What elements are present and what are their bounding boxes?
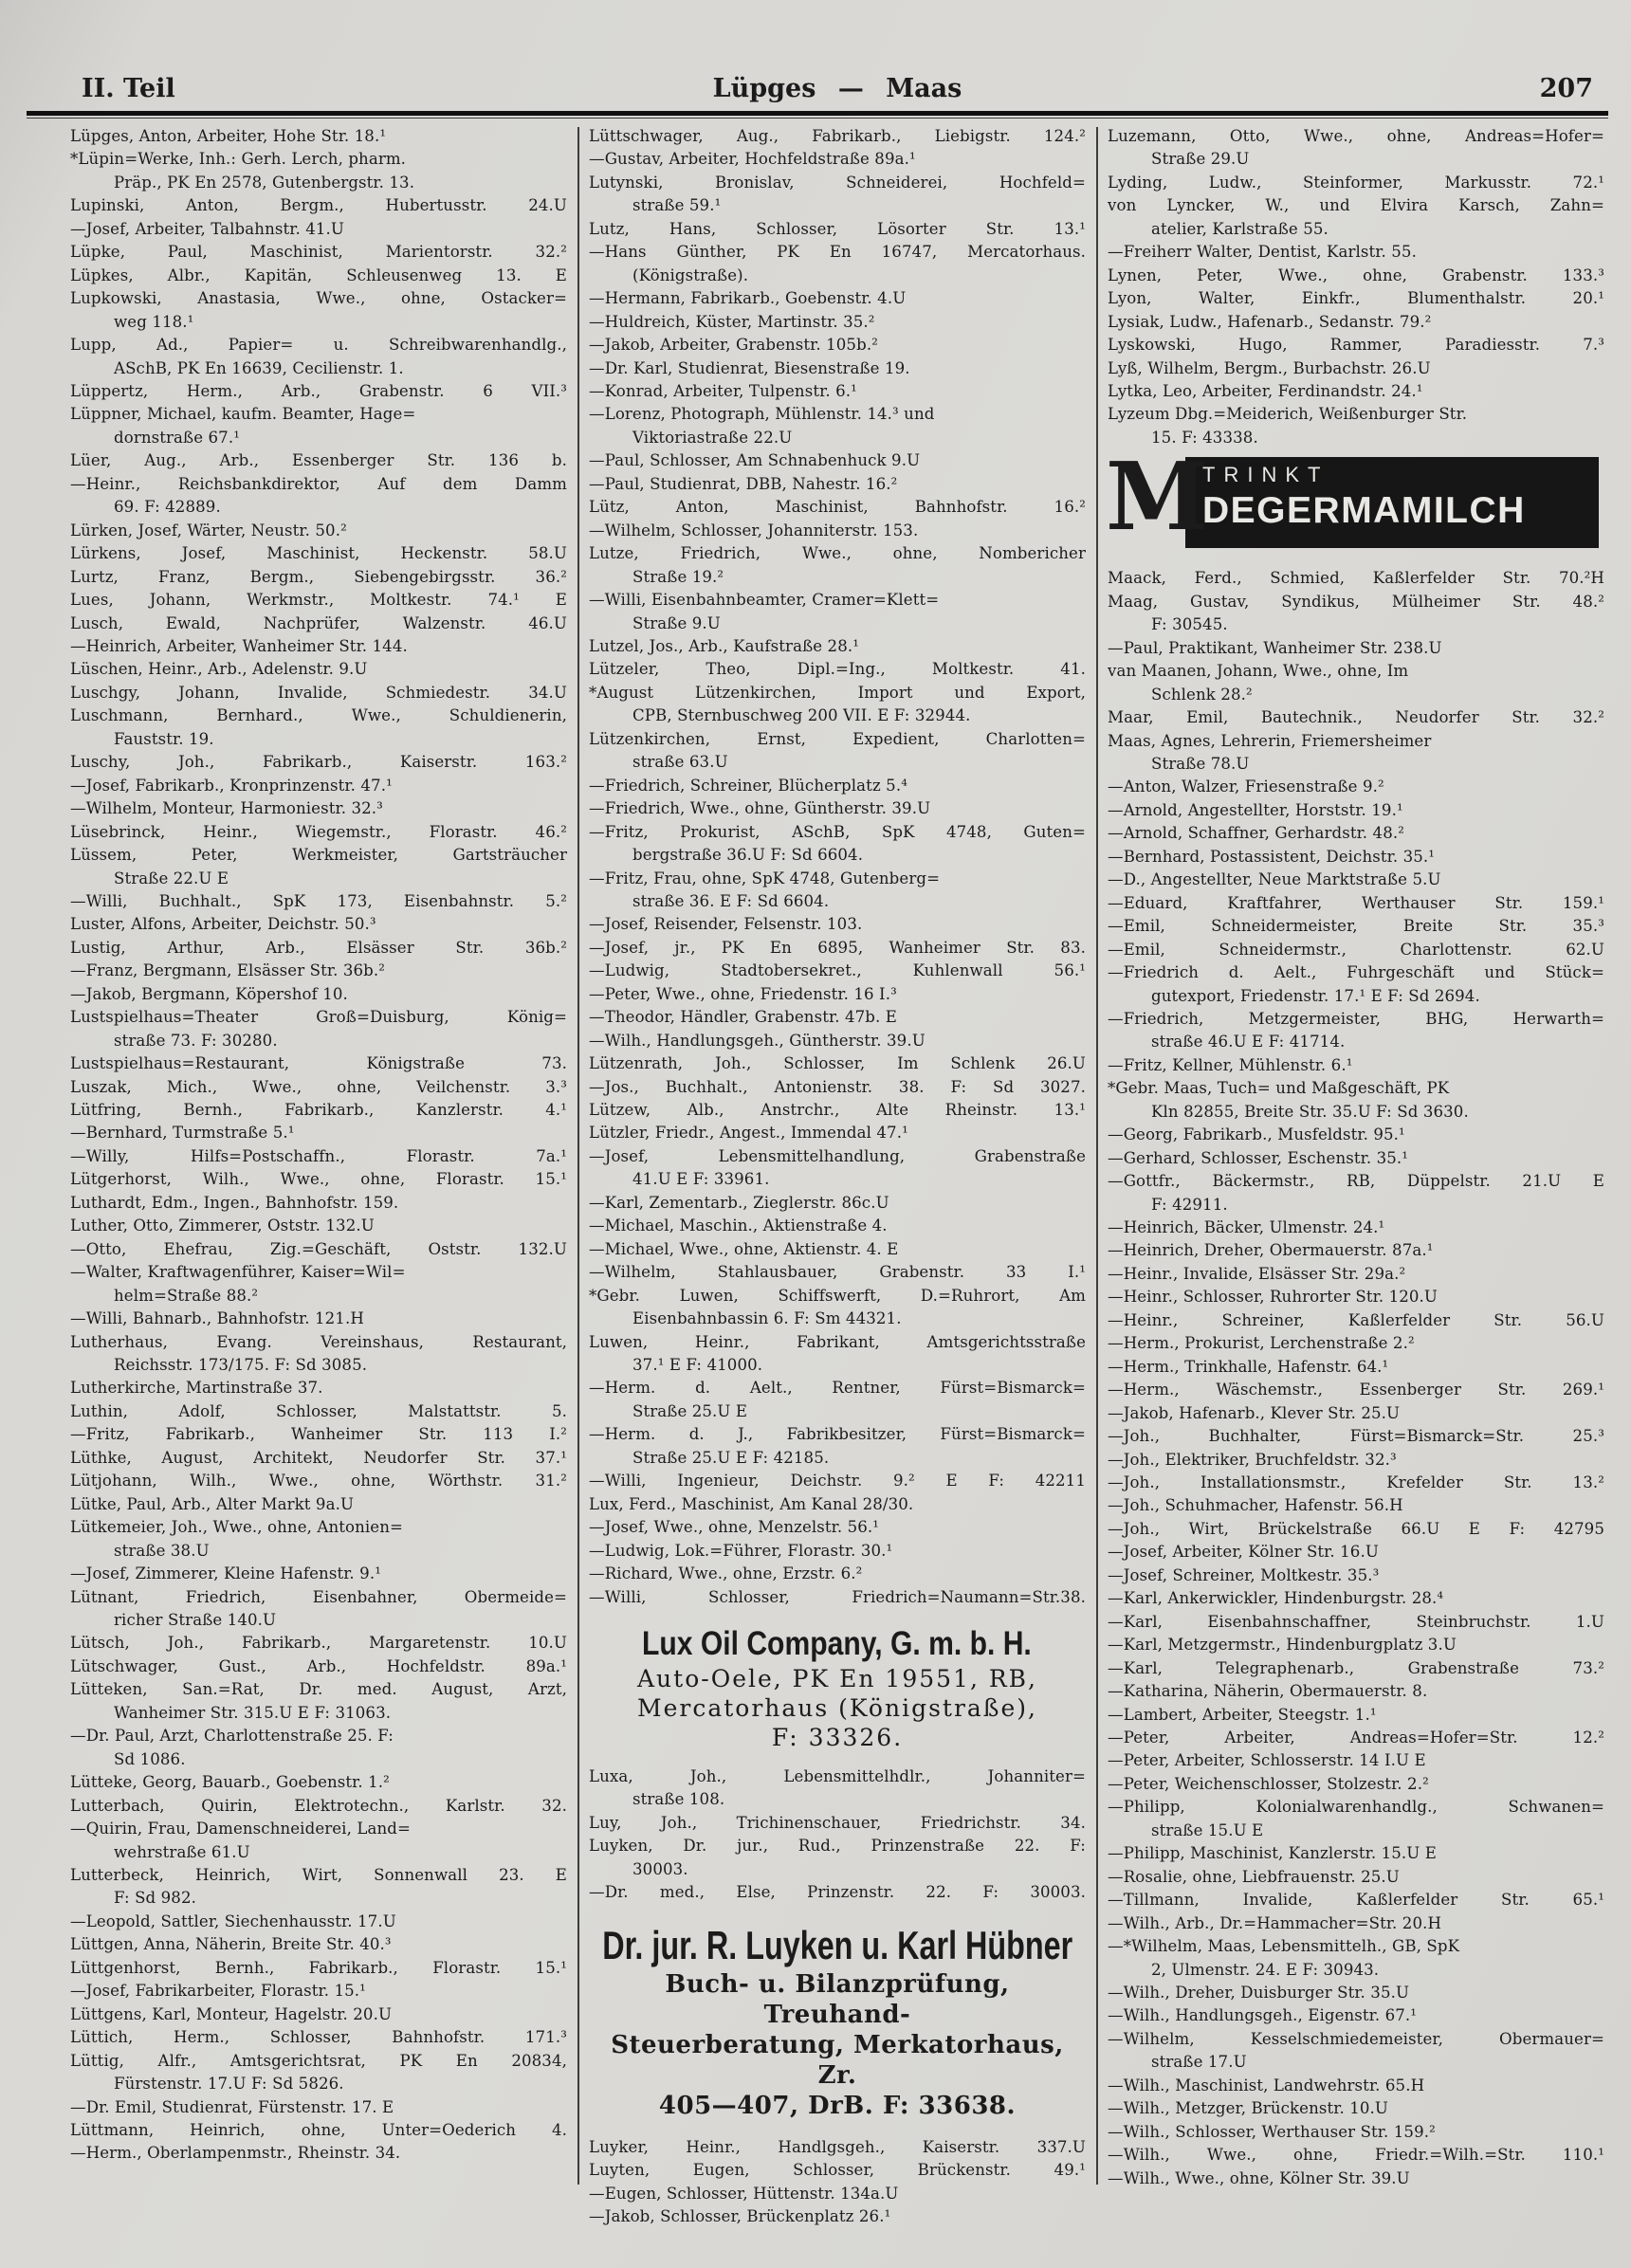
entry-line: —Bernhard, Turmstraße 5.¹ [70,1124,295,1143]
entry-line: richer Straße 140.U [114,1611,277,1629]
entry-line: Lustig, Arthur, Arb., Elsässer Str. 36b.² [70,938,567,957]
ad-lux-line: F: 33326. [771,1724,904,1751]
entry-line: —Wilhelm, Stahlausbauer, Grabenstr. 33 I.¹ [589,1263,1086,1282]
entry-line: Lüttschwager, Aug., Fabrikarb., Liebigstr. 124.² [589,127,1086,145]
entry-line: —Michael, Wwe., ohne, Aktienstr. 4. E [589,1239,899,1258]
entry-line: helm=Straße 88.² [114,1286,259,1305]
entry-line: —Jakob, Bergmann, Köpershof 10. [70,984,348,1003]
page-number: 207 [1539,74,1593,103]
entry-line: —Rosalie, ohne, Liebfrauenstr. 25.U [1108,1867,1400,1886]
entry-line: Lütgerhorst, Wilh., Wwe., ohne, Florastr. 15.¹ [70,1170,567,1189]
entry-line: Lyzeum Dbg.=Meiderich, Weißenburger Str. [1108,405,1468,424]
entry-line: —Wilh., Handlungsgeh., Eigenstr. 67.¹ [1108,2006,1418,2025]
entry-line: —Josef, Fabrikarbeiter, Florastr. 15.¹ [70,1982,366,2001]
entry-line: —Heinrich, Bäcker, Ulmenstr. 24.¹ [1108,1218,1385,1237]
entry-line: Luzemann, Otto, Wwe., ohne, Andreas=Hofer= [1108,127,1604,145]
entry-line: Luthardt, Edm., Ingen., Bahnhofstr. 159. [70,1193,399,1212]
entry-line: Lütke, Paul, Arb., Alter Markt 9a.U [70,1494,355,1513]
entry-line: —Philipp, Kolonialwarenhandlg., Schwanen= [1108,1798,1604,1817]
entry-line: Lupinski, Anton, Bergm., Hubertusstr. 24.U [70,196,567,215]
entry-line: Lutze, Friedrich, Wwe., ohne, Nombericher [589,544,1086,563]
entry-line: —Peter, Weichenschlosser, Stolzestr. 2.² [1108,1774,1429,1793]
column-1-entries [70,125,567,2166]
entry-line: *August Lützenkirchen, Import und Export, [589,683,1086,702]
entry-line: Lütschwager, Gust., Arb., Hochfeldstr. 89a.¹ [70,1656,567,1675]
entry-line: —Paul, Praktikant, Wanheimer Str. 238.U [1108,638,1442,657]
entry-line: Lütteken, San.=Rat, Dr. med. August, Arzt, [70,1680,567,1699]
entry-line: Lürken, Josef, Wärter, Neustr. 50.² [70,521,347,540]
entry-line: —Arnold, Schaffner, Gerhardstr. 48.² [1108,824,1404,843]
entry-line: —Bernhard, Postassistent, Deichstr. 35.¹ [1108,847,1436,866]
header-part: II. Teil [82,74,175,103]
entry-line: —Heinr., Invalide, Elsässer Str. 29a.² [1108,1264,1406,1283]
entry-line: *Lüpin=Werke, Inh.: Gerh. Lerch, pharm. [70,150,407,169]
entry-line: Lütnant, Friedrich, Eisenbahner, Obermeide= [70,1587,567,1606]
entry-line: —Joh., Installationsmstr., Krefelder Str. 13.² [1108,1473,1604,1492]
entry-line: —Friedrich d. Aelt., Fuhrgeschäft und Stück= [1108,963,1604,982]
entry-line: F: Sd 982. [114,1889,196,1908]
entry-line: von Lyncker, W., und Elvira Karsch, Zahn= [1108,196,1604,215]
entry-line: —Joh., Schuhmacher, Hafenstr. 56.H [1108,1496,1403,1515]
entry-line: —*Wilhelm, Maas, Lebensmittelh., GB, SpK [1108,1937,1460,1956]
entry-line: —Josef, jr., PK En 6895, Wanheimer Str. 83. [589,938,1086,957]
entry-line: Lyding, Ludw., Steinformer, Markusstr. 72.¹ [1108,173,1604,192]
entry-line: —Josef, Reisender, Felsenstr. 103. [589,915,863,934]
entry-line: —Wilhelm, Schlosser, Johanniterstr. 153. [589,521,919,540]
entry-line: 41.U E F: 33961. [632,1170,770,1189]
entry-line: —Ludwig, Stadtobersekret., Kuhlenwall 56.¹ [589,961,1086,980]
entry-line: 69. F: 42889. [114,498,221,517]
entry-line: —Herm. d. Aelt., Rentner, Fürst=Bismarck= [589,1379,1086,1398]
entry-line: Wanheimer Str. 315.U E F: 31063. [114,1703,392,1722]
entry-line: Straße 9.U [632,613,721,632]
entry-line: Präp., PK En 2578, Gutenbergstr. 13. [114,173,415,192]
entry-line: Lustspielhaus=Restaurant, Königstraße 73. [70,1054,567,1073]
entry-line: Lüpges, Anton, Arbeiter, Hohe Str. 18.¹ [70,127,387,145]
entry-line: —Josef, Arbeiter, Kölner Str. 16.U [1108,1543,1379,1562]
ad-lux-title: Lux Oil Company, G. m. b. H. [641,1625,1032,1662]
entry-line: Fürstenstr. 17.U F: Sd 5826. [114,2075,344,2094]
entry-line: Straße 25.U E [632,1401,748,1420]
entry-line: —Wilhelm, Monteur, Harmoniestr. 32.³ [70,799,383,818]
entry-line: Luther, Otto, Zimmerer, Oststr. 132.U [70,1216,375,1235]
entry-line: —Heinrich, Dreher, Obermauerstr. 87a.¹ [1108,1241,1434,1260]
entry-line: Lüttgens, Karl, Monteur, Hagelstr. 20.U [70,2004,393,2023]
column-2 [589,125,1086,2230]
entry-line: straße 15.U E [1151,1820,1264,1839]
entry-line: Lützeler, Theo, Dipl.=Ing., Moltkestr. 41. [589,660,1086,679]
entry-line: Eisenbahnbassin 6. F: Sm 44321. [632,1309,902,1328]
entry-line: —Emil, Schneidermstr., Charlottenstr. 62.U [1108,940,1604,959]
entry-line: atelier, Karlstraße 55. [1151,219,1329,238]
entry-line: —Leopold, Sattler, Siechenhausstr. 17.U [70,1911,396,1930]
section-initial-m: M [1106,443,1209,553]
entry-line: —Gerhard, Schlosser, Eschenstr. 35.¹ [1108,1148,1409,1167]
entry-line: —Arnold, Angestellter, Horststr. 19.¹ [1108,800,1403,819]
entry-line: Lutterbeck, Heinrich, Wirt, Sonnenwall 23. E [70,1865,567,1884]
entry-line: F: 42911. [1151,1195,1228,1214]
entry-line: —Jakob, Hafenarb., Klever Str. 25.U [1108,1403,1401,1422]
entry-line: Viktoriastraße 22.U [632,428,793,447]
entry-line: Luxa, Joh., Lebensmittelhdlr., Johanniter= [589,1767,1086,1785]
entry-line: Lutherkirche, Martinstraße 37. [70,1379,323,1398]
entry-line: —Heinr., Reichsbankdirektor, Auf dem Damm [70,474,567,493]
entry-line: —Quirin, Frau, Damenschneiderei, Land= [70,1820,411,1838]
entry-line: Lütjohann, Wilh., Wwe., ohne, Wörthstr. 31.² [70,1472,567,1491]
entry-line: —Dr. med., Else, Prinzenstr. 22. F: 30003. [589,1883,1086,1902]
ad-lux-oil-company [589,1624,1086,1752]
entry-line: Lüpkes, Albr., Kapitän, Schleusenweg 13. E [70,265,567,284]
entry-line: —Fritz, Frau, ohne, SpK 4748, Gutenberg= [589,869,941,887]
entry-line: —Wilh., Dreher, Duisburger Str. 35.U [1108,1983,1410,2002]
entry-line: —Katharina, Näherin, Obermauerstr. 8. [1108,1682,1428,1701]
entry-line: —Willy, Hilfs=Postschaffn., Florastr. 7a.¹ [70,1146,567,1165]
entry-line: —Anton, Walzer, Friesenstraße 9.² [1108,777,1384,796]
entry-line: —Joh., Buchhalter, Fürst=Bismarck=Str. 25.³ [1108,1427,1604,1446]
entry-line: —Karl, Zementarb., Zieglerstr. 86c.U [589,1193,889,1212]
entry-line: 2, Ulmenstr. 24. E F: 30943. [1151,1960,1380,1979]
entry-line: Lutterbach, Quirin, Elektrotechn., Karlstr. 32. [70,1796,567,1815]
entry-line: Straße 22.U E [114,869,229,887]
entry-line: Luy, Joh., Trichinenschauer, Friedrichstr. 34. [589,1813,1086,1832]
entry-line: —Herm., Trinkhalle, Hafenstr. 64.¹ [1108,1357,1389,1376]
entry-line: Lürkens, Josef, Maschinist, Heckenstr. 58.U [70,544,567,563]
entry-line: —Otto, Ehefrau, Zig.=Geschäft, Oststr. 132.U [70,1239,567,1258]
entry-line: Lytka, Leo, Arbeiter, Ferdinandstr. 24.¹ [1108,381,1423,400]
columns-container [70,125,1604,2230]
entry-line: —Philipp, Maschinist, Kanzlerstr. 15.U E [1108,1844,1437,1863]
entry-line: —Friedrich, Metzgermeister, BHG, Herwarth= [1108,1009,1604,1028]
ad-luyken-line: Buch- u. Bilanzprüfung, Treuhand- [665,1969,1010,2029]
entry-line: 37.¹ E F: 41000. [632,1356,763,1375]
entry-line: Lynen, Peter, Wwe., ohne, Grabenstr. 133.³ [1108,265,1604,284]
entry-line: —Fritz, Fabrikarb., Wanheimer Str. 113 I.² [70,1425,567,1444]
entry-line: Lütz, Anton, Maschinist, Bahnhofstr. 16.² [589,498,1086,517]
entry-line: —Herm., Prokurist, Lerchenstraße 2.² [1108,1334,1415,1353]
header-rule [27,111,1608,119]
entry-line: —Jakob, Schlosser, Brückenplatz 26.¹ [589,2207,891,2226]
column-2-entries-middle [589,1765,1086,1905]
entry-line: —Wilhelm, Kesselschmiedemeister, Obermauer= [1108,2029,1604,2048]
entry-line: —Josef, Zimmerer, Kleine Hafenstr. 9.¹ [70,1564,381,1583]
column-2-entries-top [589,125,1086,1609]
entry-line: —Ludwig, Lok.=Führer, Florastr. 30.¹ [589,1541,893,1560]
entry-line: Lyon, Walter, Einkfr., Blumenthalstr. 20.¹ [1108,289,1604,308]
entry-line: —Jos., Buchhalt., Antonienstr. 38. F: Sd 3027. [589,1077,1086,1096]
entry-line: ASchB, PK En 16639, Cecilienstr. 1. [114,358,404,377]
entry-line: Lupkowski, Anastasia, Wwe., ohne, Ostacker= [70,289,567,308]
entry-line: —Karl, Ankerwickler, Hindenburgstr. 28.⁴ [1108,1589,1444,1608]
entry-line: Luthin, Adolf, Schlosser, Malstattstr. 5. [70,1401,567,1420]
column-divider [577,127,579,2185]
entry-line: —Huldreich, Küster, Martinstr. 35.² [589,312,875,331]
entry-line: —Willi, Bahnarb., Bahnhofstr. 121.H [70,1309,364,1328]
entry-line: —Paul, Schlosser, Am Schnabenhuck 9.U [589,451,921,470]
entry-line: Luyken, Dr. jur., Rud., Prinzenstraße 22. F: [589,1837,1086,1856]
entry-line: Lüttmann, Heinrich, ohne, Unter=Oederich 4. [70,2120,567,2139]
entry-line: straße 46.U E F: 41714. [1151,1033,1346,1052]
entry-line: Lupp, Ad., Papier= u. Schreibwarenhandlg., [70,336,567,355]
column-3 [1108,125,1604,2230]
entry-line: gutexport, Friedenstr. 17.¹ E F: Sd 2694. [1151,986,1480,1005]
entry-line: Lüer, Aug., Arb., Essenberger Str. 136 b. [70,451,567,470]
entry-line: —Michael, Maschin., Aktienstraße 4. [589,1216,888,1235]
entry-line: Lusch, Ewald, Nachprüfer, Walzenstr. 46.U [70,613,567,632]
entry-line: straße 36. E F: Sd 6604. [632,891,830,910]
entry-line: Lüpke, Paul, Maschinist, Marientorstr. 32.² [70,243,567,262]
entry-line: —Richard, Wwe., ohne, Erzstr. 6.² [589,1564,863,1583]
entry-line: Luyker, Heinr., Handlgsgeh., Kaiserstr. 337.U [589,2137,1086,2156]
entry-line: —Peter, Arbeiter, Andreas=Hofer=Str. 12.² [1108,1728,1604,1747]
entry-line: weg 118.¹ [114,312,194,331]
entry-line: —Wilh., Metzger, Brückenstr. 10.U [1108,2099,1388,2118]
entry-line: Lütsch, Joh., Fabrikarb., Margaretenstr. 10.U [70,1634,567,1653]
entry-line: —Gottfr., Bäckermstr., RB, Düppelstr. 21.U E [1108,1172,1604,1191]
entry-line: Sd 1086. [114,1749,186,1768]
entry-line: —Gustav, Arbeiter, Hochfeldstraße 89a.¹ [589,150,916,169]
entry-line: —Wilh., Maschinist, Landwehrstr. 65.H [1108,2076,1425,2094]
entry-line: —Wilh., Arb., Dr.=Hammacher=Str. 20.H [1108,1913,1442,1932]
entry-line: Lütfring, Bernh., Fabrikarb., Kanzlerstr. 4.¹ [70,1101,567,1120]
entry-line: straße 17.U [1151,2053,1247,2072]
entry-line: bergstraße 36.U F: Sd 6604. [632,846,864,865]
entry-line: Lüttich, Herm., Schlosser, Bahnhofstr. 171.³ [70,2028,567,2047]
entry-line: Lützew, Alb., Anstrchr., Alte Rheinstr. 13.¹ [589,1101,1086,1120]
entry-line: —D., Angestellter, Neue Marktstraße 5.U [1108,870,1441,889]
entry-line: —Wilh., Schlosser, Werthauser Str. 159.² [1108,2122,1436,2141]
entry-line: —Eugen, Schlosser, Hüttenstr. 134a.U [589,2184,899,2203]
entry-line: —Paul, Studienrat, DBB, Nahestr. 16.² [589,474,898,493]
entry-line: —Josef, Wwe., ohne, Menzelstr. 56.¹ [589,1518,880,1537]
entry-line: *Gebr. Luwen, Schiffswerft, D.=Ruhrort, Am [589,1286,1086,1305]
entry-line: Lutz, Hans, Schlosser, Lösorter Str. 13.¹ [589,219,1086,238]
entry-line: —Heinr., Schlosser, Ruhrorter Str. 120.U [1108,1288,1439,1307]
entry-line: Lurtz, Franz, Bergm., Siebengebirgsstr. 36.² [70,567,567,586]
entry-line: —Fritz, Prokurist, ASchB, SpK 4748, Guten= [589,822,1086,841]
entry-line: Lüssem, Peter, Werkmeister, Gartsträucher [70,846,567,865]
entry-line: —Herm. d. J., Fabrikbesitzer, Fürst=Bismarck= [589,1425,1086,1444]
entry-line: —Karl, Telegraphenarb., Grabenstraße 73.² [1108,1658,1604,1677]
entry-line: —Willi, Buchhalt., SpK 173, Eisenbahnstr. 5.² [70,891,567,910]
entry-line: Luschgy, Johann, Invalide, Schmiedestr. 34.U [70,683,567,702]
column-3-entries-top [1108,125,1604,449]
entry-line: —Joh., Elektriker, Bruchfeldstr. 32.³ [1108,1450,1397,1469]
entry-line: CPB, Sternbuschweg 200 VII. E F: 32944. [632,706,971,725]
entry-line: Maar, Emil, Bautechnik., Neudorfer Str. 32.² [1108,708,1604,727]
entry-line: Lustspielhaus=Theater Groß=Duisburg, König= [70,1008,567,1027]
entry-line: Lüttig, Alfr., Amtsgerichtsrat, PK En 20834, [70,2051,567,2070]
ad-degermamilch-line: TRINKT [1202,463,1329,487]
entry-line: Lütkemeier, Joh., Wwe., ohne, Antonien= [70,1518,404,1537]
entry-line: —Willi, Schlosser, Friedrich=Naumann=Str.38. [589,1587,1086,1606]
entry-line: Luster, Alfons, Arbeiter, Deichstr. 50.³ [70,915,376,934]
entry-line: Straße 29.U [1151,150,1250,169]
entry-line: —Heinrich, Arbeiter, Wanheimer Str. 144. [70,636,408,655]
entry-line: Lüttgenhorst, Bernh., Fabrikarb., Florastr. 15.¹ [70,1958,567,1977]
entry-line: dornstraße 67.¹ [114,428,240,447]
entry-line: Lüthke, August, Architekt, Neudorfer Str. 37.¹ [70,1448,567,1467]
entry-line: —Theodor, Händler, Grabenstr. 47b. E [589,1008,897,1027]
entry-line: Fauststr. 19. [114,729,214,748]
entry-line: Lues, Johann, Werkmstr., Moltkestr. 74.¹ E [70,591,567,610]
entry-line: —Willi, Eisenbahnbeamter, Cramer=Klett= [589,591,940,610]
entry-line: Lüsebrinck, Heinr., Wiegemstr., Florastr. 46.² [70,822,567,841]
entry-line: Lüttgen, Anna, Näherin, Breite Str. 40.³ [70,1935,392,1954]
entry-line: —Hermann, Fabrikarb., Goebenstr. 4.U [589,289,907,308]
entry-line: —Dr. Karl, Studienrat, Biesenstraße 19. [589,358,910,377]
entry-line: Straße 25.U E F: 42185. [632,1448,830,1467]
entry-line: —Lambert, Arbeiter, Steegstr. 1.¹ [1108,1705,1377,1724]
entry-line: Maack, Ferd., Schmied, Kaßlerfelder Str. 70.²H [1108,569,1604,588]
column-2-entries-bottom [589,2136,1086,2229]
entry-line: —Hans Günther, PK En 16747, Mercatorhaus. [589,243,1086,262]
entry-line: —Jakob, Arbeiter, Grabenstr. 105b.² [589,336,878,355]
ad-degermamilch-box [1185,457,1599,548]
entry-line: —Emil, Schneidermeister, Breite Str. 35.³ [1108,917,1604,936]
ad-luyken-huebner [589,1922,1086,2121]
entry-line: —Josef, Fabrikarb., Kronprinzenstr. 47.¹ [70,776,393,795]
entry-line: —Dr. Emil, Studienrat, Fürstenstr. 17. E [70,2097,394,2116]
entry-line: Lutynski, Bronislav, Schneiderei, Hochfeld= [589,173,1086,192]
ad-luyken-title: Dr. jur. R. Luyken u. Karl Hübner [602,1922,1073,1967]
entry-line: —Karl, Eisenbahnschaffner, Steinbruchstr. 1.U [1108,1612,1604,1631]
entry-line: —Josef, Schreiner, Moltkestr. 35.³ [1108,1565,1380,1584]
ad-luyken-line: 405—407, DrB. F: 33638. [658,2091,1017,2120]
entry-line: 30003. [632,1859,688,1878]
entry-line: —Tillmann, Invalide, Kaßlerfelder Str. 65.¹ [1108,1891,1604,1910]
entry-line: F: 30545. [1151,615,1228,634]
entry-line: —Konrad, Arbeiter, Tulpenstr. 6.¹ [589,381,857,400]
page-header [82,74,1593,103]
entry-line: (Königstraße). [632,265,749,284]
entry-line: Lux, Ferd., Maschinist, Am Kanal 28/30. [589,1494,914,1513]
entry-line: Lutherhaus, Evang. Vereinshaus, Restaurant, [70,1332,567,1351]
ad-lux-line: Mercatorhaus (Königstraße), [636,1694,1038,1722]
entry-line: van Maanen, Johann, Wwe., ohne, Im [1108,662,1409,681]
column-divider [1096,127,1098,2185]
entry-line: —Eduard, Kraftfahrer, Werthauser Str. 159.¹ [1108,893,1604,912]
entry-line: Maas, Agnes, Lehrerin, Friemersheimer [1108,731,1432,750]
entry-line: —Wilh., Handlungsgeh., Güntherstr. 39.U [589,1031,925,1050]
entry-line: Lützenrath, Joh., Schlosser, Im Schlenk 26.U [589,1054,1086,1073]
entry-line: Straße 19.² [632,567,724,586]
entry-line: Lüschen, Heinr., Arb., Adelenstr. 9.U [70,660,368,679]
entry-line: straße 108. [632,1790,725,1809]
entry-line: —Joh., Wirt, Brückelstraße 66.U E F: 42795 [1108,1519,1604,1538]
entry-line: Lützler, Friedr., Angest., Immendal 47.¹ [589,1124,908,1143]
entry-line: Lüppner, Michael, kaufm. Beamter, Hage= [70,405,416,424]
entry-line: Luszak, Mich., Wwe., ohne, Veilchenstr. 3.³ [70,1077,567,1096]
entry-line: —Wilh., Wwe., ohne, Friedr.=Wilh.=Str. 110.¹ [1108,2146,1604,2165]
column-3-entries-bottom [1108,567,1604,2190]
entry-line: Lützenkirchen, Ernst, Expedient, Charlotten= [589,729,1086,748]
entry-line: straße 38.U [114,1541,210,1560]
entry-line: —Freiherr Walter, Dentist, Karlstr. 55. [1108,243,1417,262]
entry-line: Kln 82855, Breite Str. 35.U F: Sd 3630. [1151,1102,1469,1121]
entry-line: Maag, Gustav, Syndikus, Mülheimer Str. 48.² [1108,592,1604,611]
entry-line: *Gebr. Maas, Tuch= und Maßgeschäft, PK [1108,1079,1450,1098]
entry-line: —Walter, Kraftwagenführer, Kaiser=Wil= [70,1263,406,1282]
entry-line: 15. F: 43338. [1151,428,1258,447]
page-title: Lüpges — Maas [712,74,962,103]
entry-line: —Herm., Oberlampenmstr., Rheinstr. 34. [70,2144,401,2163]
entry-line: straße 73. F: 30280. [114,1031,278,1050]
entry-line: Luwen, Heinr., Fabrikant, Amtsgerichtsstraße [589,1332,1086,1351]
entry-line: —Willi, Ingenieur, Deichstr. 9.² E F: 42211 [589,1472,1086,1491]
entry-line: —Peter, Arbeiter, Schlosserstr. 14 I.U E [1108,1751,1426,1770]
ad-degermamilch-line: DEGERMAMILCH [1202,490,1526,532]
ad-degermamilch [1106,443,1604,556]
entry-line: —Lorenz, Photograph, Mühlenstr. 14.³ und [589,405,935,424]
entry-line: straße 59.¹ [632,196,722,215]
entry-line: Reichsstr. 173/175. F: Sd 3085. [114,1356,368,1375]
entry-line: Lyskowski, Hugo, Rammer, Paradiesstr. 7.³ [1108,336,1604,355]
ad-lux-line: Auto-Oele, PK En 19551, RB, [637,1665,1037,1692]
entry-line: Schlenk 28.² [1151,685,1253,704]
entry-line: Luyten, Eugen, Schlosser, Brückenstr. 49.¹ [589,2161,1086,2180]
entry-line: —Fritz, Kellner, Mühlenstr. 6.¹ [1108,1055,1353,1074]
entry-line: —Wilh., Wwe., ohne, Kölner Str. 39.U [1108,2168,1410,2187]
entry-line: —Josef, Lebensmittelhandlung, Grabenstraße [589,1146,1086,1165]
entry-line: —Heinr., Schreiner, Kaßlerfelder Str. 56.U [1108,1310,1604,1329]
entry-line: Lüppertz, Herm., Arb., Grabenstr. 6 VII.³ [70,381,567,400]
entry-line: —Franz, Bergmann, Elsässer Str. 36b.² [70,961,385,980]
ad-luyken-line: Steuerberatung, Merkatorhaus, Zr. [611,2030,1064,2090]
entry-line: Lysiak, Ludw., Hafenarb., Sedanstr. 79.² [1108,312,1432,331]
entry-line: Straße 78.U [1151,754,1250,773]
column-1 [70,125,567,2230]
entry-line: Lutzel, Jos., Arb., Kaufstraße 28.¹ [589,636,859,655]
entry-line: —Georg, Fabrikarb., Musfeldstr. 95.¹ [1108,1125,1405,1144]
entry-line: wehrstraße 61.U [114,1842,250,1861]
entry-line: Luschy, Joh., Fabrikarb., Kaiserstr. 163.² [70,753,567,772]
entry-line: —Friedrich, Wwe., ohne, Güntherstr. 39.U [589,799,931,818]
entry-line: Lütteke, Georg, Bauarb., Goebenstr. 1.² [70,1773,390,1792]
entry-line: Lyß, Wilhelm, Bergm., Burbachstr. 26.U [1108,358,1431,377]
entry-line: —Josef, Arbeiter, Talbahnstr. 41.U [70,219,344,238]
entry-line: —Dr. Paul, Arzt, Charlottenstraße 25. F: [70,1727,394,1746]
entry-line: —Friedrich, Schreiner, Blücherplatz 5.⁴ [589,776,907,795]
entry-line: —Karl, Metzgermstr., Hindenburgplatz 3.U [1108,1636,1457,1655]
entry-line: Luschmann, Bernhard., Wwe., Schuldienerin, [70,706,567,725]
entry-line: —Peter, Wwe., ohne, Friedenstr. 16 I.³ [589,984,897,1003]
entry-line: straße 63.U [632,753,728,772]
entry-line: —Herm., Wäschemstr., Essenberger Str. 269.¹ [1108,1381,1604,1399]
